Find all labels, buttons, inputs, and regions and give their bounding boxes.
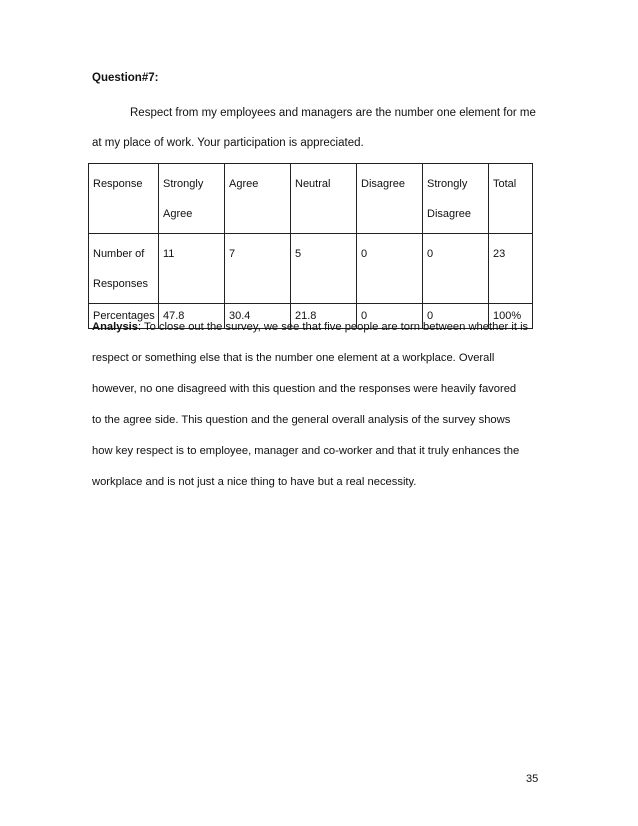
table-cell: 23: [489, 234, 533, 304]
analysis-label: Analysis: [92, 321, 139, 333]
table-cell: 7: [225, 234, 291, 304]
table-cell: 0: [423, 234, 489, 304]
table-cell: 30.4: [225, 304, 291, 329]
table-row-responses: [89, 234, 533, 304]
analysis-line-6: workplace and is not just a nice thing to have but a real necessity.: [92, 476, 417, 488]
intro-line-2: at my place of work. Your participation is appreciated.: [92, 137, 364, 149]
table-cell: 11: [159, 234, 225, 304]
table-cell: 0: [423, 304, 489, 329]
analysis-line-2: respect or something else that is the number one element at a workplace. Overall: [92, 352, 495, 364]
analysis-line-5: how key respect is to employee, manager and co-worker and that it truly enhances the: [92, 445, 520, 457]
analysis-line-1: [92, 317, 552, 348]
page-number: 35: [526, 773, 539, 785]
table-cell: 0: [357, 304, 423, 329]
question-heading: Question#7:: [92, 72, 159, 84]
table-cell: 21.8: [291, 304, 357, 329]
analysis-line-4: to the agree side. This question and the general overall analysis of the survey shows: [92, 414, 511, 426]
table-cell: Percentages: [89, 304, 159, 329]
analysis-line-1-text: : To close out the survey, we see that five people are torn between whether it is: [138, 321, 529, 333]
header-cell: Response: [89, 164, 159, 234]
header-cell: Strongly Disagree: [423, 164, 489, 234]
header-cell: Strongly Agree: [159, 164, 225, 234]
analysis-line-3: however, no one disagreed with this question and the responses were heavily favored: [92, 383, 517, 395]
table-cell: 5: [291, 234, 357, 304]
survey-results-table: [88, 163, 533, 329]
header-cell: Neutral: [291, 164, 357, 234]
table-cell: 100%: [489, 304, 533, 329]
header-cell: Agree: [225, 164, 291, 234]
header-cell: Disagree: [357, 164, 423, 234]
analysis-paragraph: [92, 317, 552, 503]
table-cell: 0: [357, 234, 423, 304]
table-cell: 47.8: [159, 304, 225, 329]
table-header-row: [89, 164, 533, 234]
intro-line-1: Respect from my employees and managers are the number one element for me: [130, 107, 536, 119]
header-cell: Total: [489, 164, 533, 234]
table-cell: Number of Responses: [89, 234, 159, 304]
